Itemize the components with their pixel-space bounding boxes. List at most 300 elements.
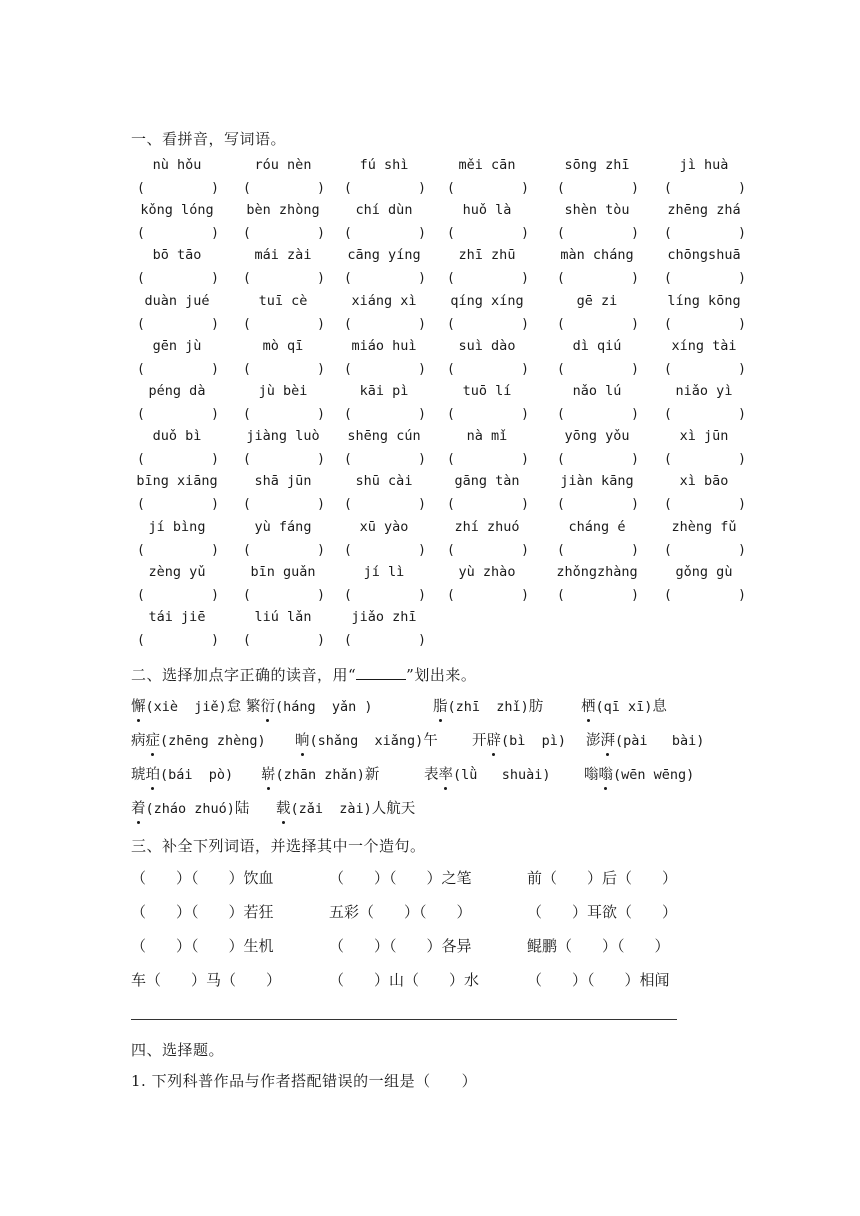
- blank-close-paren: ): [211, 497, 219, 513]
- blank-close-paren: ): [738, 497, 746, 513]
- pinyin-item: [437, 473, 537, 518]
- blank-open-paren: (: [557, 406, 565, 422]
- pinyin-row: [127, 293, 747, 338]
- pinyin-item: [334, 383, 434, 428]
- pinyin-text: sōng zhī: [564, 157, 630, 173]
- pinyin-text: zhēng zhá: [667, 202, 741, 219]
- pinyin-text: xì bāo: [679, 473, 729, 490]
- pinyin-item: [334, 202, 434, 247]
- reading-options[interactable]: (zhī zhǐ): [447, 699, 529, 715]
- pinyin-text: xì jūn: [679, 428, 729, 445]
- pinyin-text: yōng yǒu: [564, 428, 630, 445]
- pinyin-row: [127, 383, 747, 428]
- pinyin-item: [127, 564, 227, 609]
- blank-close-paren: ): [418, 406, 426, 422]
- reading-choice-item[interactable]: [586, 729, 704, 750]
- blank-open-paren: (: [557, 542, 565, 558]
- dotted-char: 栖: [581, 695, 596, 716]
- blank-open-paren: (: [447, 226, 455, 242]
- pinyin-text: gēn jù: [152, 337, 202, 354]
- blank-open-paren: (: [243, 271, 251, 287]
- blank-open-paren: (: [664, 497, 672, 513]
- pinyin-item: [654, 338, 754, 383]
- pinyin-text: huǒ là: [462, 202, 512, 219]
- pinyin-text: jì huà: [679, 157, 729, 173]
- pinyin-item: [654, 473, 754, 518]
- pinyin-item: [334, 157, 434, 202]
- pinyin-item: [437, 428, 537, 473]
- blank-close-paren: ): [738, 361, 746, 377]
- idiom-blank-item[interactable]: 五彩（ ）（ ）: [329, 903, 472, 921]
- reading-options[interactable]: (shǎng xiǎng): [309, 733, 424, 749]
- idiom-blank-item[interactable]: 鲲鹏（ ）（ ）: [527, 937, 670, 955]
- pinyin-item: [127, 473, 227, 518]
- blank-open-paren: (: [557, 452, 565, 468]
- pinyin-item: [654, 383, 754, 428]
- pinyin-item: [654, 247, 754, 292]
- blank-open-paren: (: [664, 316, 672, 332]
- dotted-char: 湃: [601, 729, 616, 750]
- pinyin-item: [437, 519, 537, 564]
- pinyin-item: [334, 609, 434, 654]
- pinyin-row: [127, 202, 747, 247]
- blank-open-paren: (: [243, 497, 251, 513]
- pinyin-text: dì qiú: [572, 337, 622, 354]
- pinyin-text: jiàng luò: [246, 428, 320, 445]
- section2-heading-before: 二、选择加点字正确的读音，用“: [131, 666, 357, 684]
- blank-open-paren: (: [557, 361, 565, 377]
- reading-choice-item[interactable]: [424, 763, 551, 784]
- blank-close-paren: ): [317, 632, 325, 648]
- blank-close-paren: ): [317, 587, 325, 603]
- blank-close-paren: ): [631, 587, 639, 603]
- blank-close-paren: ): [631, 452, 639, 468]
- blank-close-paren: ): [317, 406, 325, 422]
- pinyin-text: gāng tàn: [454, 473, 520, 490]
- blank-close-paren: ): [521, 181, 529, 196]
- pinyin-item: [334, 428, 434, 473]
- blank-open-paren: (: [243, 181, 251, 196]
- blank-open-paren: (: [664, 587, 672, 603]
- blank-close-paren: ): [738, 406, 746, 422]
- reading-options[interactable]: (bì pì): [501, 733, 567, 749]
- pinyin-text: líng kōng: [667, 292, 741, 309]
- pinyin-text: cāng yíng: [347, 247, 421, 264]
- pinyin-text: miáo huì: [351, 337, 417, 354]
- blank-open-paren: (: [137, 497, 145, 513]
- pinyin-text: jù bèi: [258, 382, 308, 399]
- pinyin-text: duǒ bì: [152, 428, 202, 445]
- blank-close-paren: ): [521, 587, 529, 603]
- pinyin-text: chí dùn: [355, 202, 413, 219]
- pinyin-item: [233, 428, 333, 473]
- pinyin-text: nà mǐ: [466, 428, 508, 445]
- reading-options[interactable]: (zhān zhǎn): [275, 767, 365, 783]
- pinyin-item: [547, 338, 647, 383]
- blank-close-paren: ): [631, 497, 639, 513]
- blank-open-paren: (: [243, 226, 251, 242]
- pinyin-row: [127, 609, 747, 654]
- pinyin-item: [437, 202, 537, 247]
- blank-close-paren: ): [738, 542, 746, 558]
- pinyin-item: [233, 564, 333, 609]
- pinyin-item: [437, 564, 537, 609]
- reading-choice-item[interactable]: [131, 729, 266, 750]
- pinyin-item: [127, 293, 227, 338]
- pinyin-text: xíng tài: [671, 337, 737, 354]
- blank-open-paren: (: [344, 226, 352, 242]
- reading-choice-item[interactable]: [246, 695, 373, 716]
- pinyin-item: [334, 564, 434, 609]
- idiom-blank-item[interactable]: （ ）（ ）若狂: [131, 903, 274, 921]
- word-char: 澎: [586, 733, 601, 749]
- blank-close-paren: ): [211, 181, 219, 196]
- pinyin-text: zhī zhū: [458, 247, 516, 264]
- pinyin-row: [127, 338, 747, 383]
- pinyin-text: bō tāo: [152, 247, 202, 264]
- pinyin-text: yù fáng: [254, 518, 312, 535]
- dotted-char: 懈: [131, 695, 146, 716]
- question-1: 1. 下列科普作品与作者搭配错误的一组是（ ）: [131, 1072, 478, 1090]
- idiom-blank-item[interactable]: （ ）山（ ）水: [329, 971, 480, 989]
- pinyin-text: nù hǒu: [152, 157, 202, 173]
- blank-open-paren: (: [137, 542, 145, 558]
- blank-close-paren: ): [418, 452, 426, 468]
- pinyin-text: bīng xiāng: [136, 473, 218, 490]
- blank-open-paren: (: [243, 361, 251, 377]
- pinyin-text: jí lì: [363, 563, 405, 580]
- pinyin-text: mò qī: [262, 337, 304, 354]
- blank-close-paren: ): [211, 452, 219, 468]
- pinyin-item: [334, 338, 434, 383]
- blank-open-paren: (: [137, 181, 145, 196]
- blank-open-paren: (: [664, 361, 672, 377]
- blank-open-paren: (: [344, 271, 352, 287]
- blank-close-paren: ): [211, 271, 219, 287]
- pinyin-item: [334, 473, 434, 518]
- blank-open-paren: (: [664, 542, 672, 558]
- pinyin-text: chōngshuā: [667, 247, 741, 264]
- blank-close-paren: ): [317, 181, 325, 196]
- pinyin-text: kāi pì: [359, 382, 409, 399]
- pinyin-item: [547, 383, 647, 428]
- dotted-char: 载: [276, 797, 291, 818]
- reading-options[interactable]: (qī xī): [595, 699, 653, 715]
- section3-heading: 三、补全下列词语，并选择其中一个造句。: [131, 837, 426, 855]
- dotted-char: 衍: [261, 695, 276, 716]
- blank-close-paren: ): [521, 452, 529, 468]
- pinyin-item: [654, 202, 754, 247]
- blank-close-paren: ): [317, 542, 325, 558]
- pinyin-text: niǎo yì: [675, 382, 733, 399]
- pinyin-item: [654, 564, 754, 609]
- pinyin-item: [654, 157, 754, 202]
- pinyin-row: [127, 473, 747, 518]
- pinyin-item: [233, 609, 333, 654]
- pinyin-item: [127, 202, 227, 247]
- blank-open-paren: (: [664, 181, 672, 196]
- word-char: 肪: [528, 699, 544, 715]
- pinyin-text: jiàn kāng: [560, 473, 634, 490]
- pinyin-row: [127, 564, 747, 609]
- word-char: 息: [652, 699, 667, 715]
- blank-open-paren: (: [243, 632, 251, 648]
- blank-open-paren: (: [447, 361, 455, 377]
- idiom-blank-item[interactable]: （ ）耳欲（ ）: [527, 903, 678, 921]
- underline-sample: [356, 667, 406, 680]
- blank-open-paren: (: [344, 587, 352, 603]
- pinyin-text: bèn zhòng: [246, 202, 320, 219]
- pinyin-item: [233, 383, 333, 428]
- pinyin-text: liú lǎn: [254, 608, 312, 625]
- pinyin-item: [547, 519, 647, 564]
- section1-heading: 一、看拼音，写词语。: [131, 130, 287, 148]
- reading-options[interactable]: (wēn wēng): [613, 767, 695, 783]
- blank-close-paren: ): [521, 361, 529, 377]
- word-char: 新: [364, 767, 380, 783]
- idiom-blank-item[interactable]: （ ）（ ）各异: [329, 937, 472, 955]
- blank-open-paren: (: [447, 316, 455, 332]
- pinyin-text: xū yào: [359, 518, 409, 535]
- pinyin-row: [127, 247, 747, 292]
- blank-open-paren: (: [137, 316, 145, 332]
- pinyin-item: [334, 519, 434, 564]
- blank-close-paren: ): [631, 226, 639, 242]
- blank-close-paren: ): [418, 542, 426, 558]
- reading-choice-item[interactable]: [433, 695, 543, 716]
- pinyin-text: màn cháng: [560, 247, 634, 264]
- blank-close-paren: ): [631, 406, 639, 422]
- pinyin-text: měi cān: [458, 157, 516, 173]
- pinyin-text: jí bìng: [148, 518, 206, 535]
- pinyin-text: zhí zhuó: [454, 518, 520, 535]
- blank-close-paren: ): [317, 271, 325, 287]
- blank-close-paren: ): [521, 316, 529, 332]
- blank-open-paren: (: [447, 542, 455, 558]
- pinyin-text: tuī cè: [258, 292, 308, 309]
- reading-choice-item[interactable]: [131, 763, 233, 784]
- pinyin-row: [127, 157, 747, 202]
- reading-options[interactable]: (zhēng zhèng): [160, 733, 266, 749]
- blank-close-paren: ): [631, 271, 639, 287]
- blank-close-paren: ): [631, 361, 639, 377]
- blank-open-paren: (: [447, 497, 455, 513]
- word-char: 怠: [226, 699, 242, 715]
- word-char: 病: [131, 733, 146, 749]
- pinyin-item: [654, 519, 754, 564]
- reading-choice-item[interactable]: [276, 797, 415, 818]
- reading-options[interactable]: (háng yǎn ): [275, 699, 373, 715]
- blank-open-paren: (: [137, 226, 145, 242]
- pinyin-row: [127, 428, 747, 473]
- pinyin-item: [127, 247, 227, 292]
- pinyin-item: [334, 293, 434, 338]
- idiom-blank-item[interactable]: （ ）（ ）饮血: [131, 869, 274, 887]
- pinyin-grid: [127, 157, 747, 654]
- blank-close-paren: ): [738, 316, 746, 332]
- blank-open-paren: (: [664, 452, 672, 468]
- blank-open-paren: (: [557, 226, 565, 242]
- pinyin-text: shā jūn: [254, 473, 312, 490]
- pinyin-text: bīn guǎn: [250, 563, 316, 580]
- dotted-char: 晌: [295, 729, 310, 750]
- idiom-blank-item[interactable]: （ ）（ ）相闻: [527, 971, 670, 989]
- reading-options[interactable]: (zǎi zài): [290, 801, 372, 817]
- reading-options[interactable]: (zháo zhuó): [145, 801, 235, 817]
- pinyin-item: [127, 157, 227, 202]
- pinyin-item: [547, 157, 647, 202]
- blank-close-paren: ): [738, 271, 746, 287]
- pinyin-item: [233, 293, 333, 338]
- pinyin-text: yù zhào: [458, 563, 516, 580]
- blank-close-paren: ): [738, 181, 746, 196]
- blank-open-paren: (: [137, 406, 145, 422]
- pinyin-item: [547, 473, 647, 518]
- dotted-char: 症: [146, 729, 161, 750]
- blank-close-paren: ): [631, 181, 639, 196]
- word-char: 嗡: [584, 767, 599, 783]
- blank-close-paren: ): [211, 632, 219, 648]
- pinyin-item: [233, 202, 333, 247]
- blank-open-paren: (: [447, 406, 455, 422]
- dotted-char: 嗡: [599, 763, 614, 784]
- section4-heading: 四、选择题。: [131, 1041, 225, 1059]
- reading-choice-item[interactable]: [131, 797, 249, 818]
- blank-close-paren: ): [418, 316, 426, 332]
- sentence-answer-line: [131, 1019, 677, 1020]
- pinyin-item: [547, 202, 647, 247]
- pinyin-item: [437, 383, 537, 428]
- pinyin-text: nǎo lú: [572, 382, 622, 399]
- pinyin-item: [233, 519, 333, 564]
- blank-close-paren: ): [418, 632, 426, 648]
- pinyin-item: [654, 428, 754, 473]
- blank-close-paren: ): [317, 452, 325, 468]
- pinyin-item: [437, 247, 537, 292]
- blank-close-paren: ): [521, 271, 529, 287]
- pinyin-item: [547, 247, 647, 292]
- blank-close-paren: ): [521, 542, 529, 558]
- pinyin-text: péng dà: [148, 382, 206, 399]
- pinyin-item: [547, 564, 647, 609]
- word-char: 开: [472, 733, 487, 749]
- pinyin-text: xiáng xì: [351, 292, 417, 309]
- pinyin-item: [127, 428, 227, 473]
- reading-choice-item[interactable]: [584, 763, 694, 784]
- idiom-blank-item[interactable]: 车（ ）马（ ）: [131, 971, 282, 989]
- pinyin-text: shēng cún: [347, 428, 421, 445]
- blank-open-paren: (: [137, 271, 145, 287]
- blank-close-paren: ): [521, 226, 529, 242]
- pinyin-text: fú shì: [359, 157, 409, 173]
- reading-choice-item[interactable]: [261, 763, 379, 784]
- section2-heading: [131, 664, 476, 685]
- pinyin-item: [127, 609, 227, 654]
- pinyin-text: shū cài: [355, 473, 413, 490]
- blank-close-paren: ): [211, 316, 219, 332]
- pinyin-item: [233, 247, 333, 292]
- pinyin-row: [127, 519, 747, 564]
- pinyin-text: mái zài: [254, 247, 312, 264]
- blank-open-paren: (: [344, 497, 352, 513]
- blank-close-paren: ): [631, 542, 639, 558]
- pinyin-text: zèng yǔ: [148, 563, 206, 580]
- blank-open-paren: (: [243, 452, 251, 468]
- word-char: 人航天: [371, 801, 416, 817]
- reading-choice-item[interactable]: [581, 695, 667, 716]
- blank-open-paren: (: [344, 632, 352, 648]
- pinyin-item: [127, 519, 227, 564]
- pinyin-item: [233, 157, 333, 202]
- blank-open-paren: (: [137, 587, 145, 603]
- blank-open-paren: (: [344, 181, 352, 196]
- reading-options[interactable]: (pài bài): [615, 733, 705, 749]
- blank-close-paren: ): [211, 226, 219, 242]
- blank-close-paren: ): [738, 226, 746, 242]
- blank-close-paren: ): [418, 361, 426, 377]
- pinyin-item: [654, 293, 754, 338]
- blank-close-paren: ): [211, 361, 219, 377]
- blank-open-paren: (: [344, 361, 352, 377]
- blank-open-paren: (: [344, 406, 352, 422]
- pinyin-item: [437, 157, 537, 202]
- pinyin-item: [127, 338, 227, 383]
- pinyin-item: [437, 338, 537, 383]
- blank-open-paren: (: [447, 271, 455, 287]
- pinyin-text: gǒng gù: [675, 563, 733, 580]
- reading-choice-item[interactable]: [131, 695, 241, 716]
- section2-heading-after: ”划出来。: [406, 666, 477, 684]
- idiom-blank-item[interactable]: （ ）（ ）生机: [131, 937, 274, 955]
- pinyin-text: cháng é: [568, 518, 626, 535]
- blank-close-paren: ): [211, 542, 219, 558]
- pinyin-item: [547, 293, 647, 338]
- blank-close-paren: ): [631, 316, 639, 332]
- pinyin-item: [127, 383, 227, 428]
- dotted-char: 着: [131, 797, 146, 818]
- dotted-char: 珀: [146, 763, 161, 784]
- reading-choice-item[interactable]: [472, 729, 566, 750]
- blank-open-paren: (: [344, 542, 352, 558]
- dotted-char: 辟: [487, 729, 502, 750]
- idiom-blank-item[interactable]: （ ）（ ）之笔: [329, 869, 472, 887]
- dotted-char: 率: [439, 763, 454, 784]
- blank-open-paren: (: [447, 587, 455, 603]
- blank-open-paren: (: [137, 632, 145, 648]
- blank-open-paren: (: [344, 452, 352, 468]
- pinyin-item: [547, 428, 647, 473]
- reading-options[interactable]: (xiè jiě): [145, 699, 227, 715]
- reading-options[interactable]: (lǜ shuài): [453, 767, 551, 783]
- blank-open-paren: (: [243, 316, 251, 332]
- dotted-char: 崭: [261, 763, 276, 784]
- blank-close-paren: ): [317, 361, 325, 377]
- pinyin-item: [233, 473, 333, 518]
- pinyin-item: [334, 247, 434, 292]
- blank-open-paren: (: [243, 542, 251, 558]
- idiom-blank-item[interactable]: 前（ ）后（ ）: [527, 869, 678, 887]
- blank-open-paren: (: [664, 271, 672, 287]
- pinyin-text: zhǒngzhàng: [556, 563, 638, 580]
- blank-close-paren: ): [418, 226, 426, 242]
- blank-close-paren: ): [211, 587, 219, 603]
- word-char: 繁: [246, 699, 261, 715]
- reading-options[interactable]: (bái pò): [160, 767, 234, 783]
- reading-choice-item[interactable]: [295, 729, 438, 750]
- blank-close-paren: ): [418, 497, 426, 513]
- word-char: 表: [424, 767, 439, 783]
- blank-close-paren: ): [418, 271, 426, 287]
